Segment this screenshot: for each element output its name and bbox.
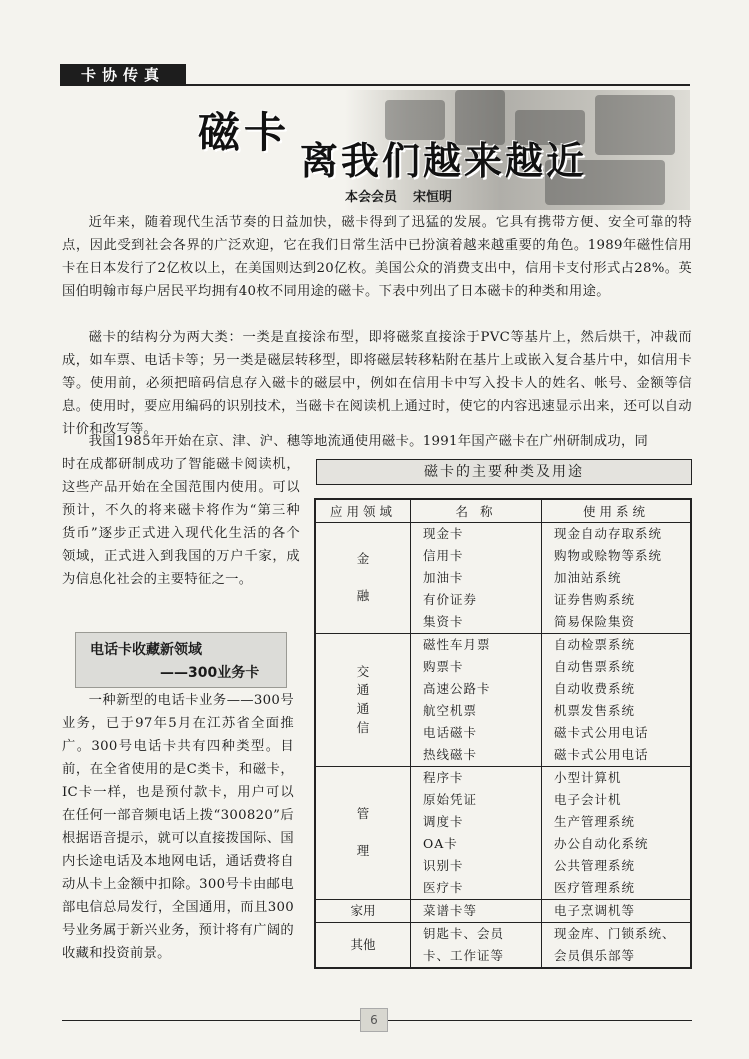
- card-system: 现金库、门锁系统、: [554, 926, 676, 941]
- card-name: 有价证券: [423, 592, 478, 607]
- card-system: 加油站系统: [554, 570, 622, 585]
- sidebar-subtitle: ——300业务卡: [160, 665, 260, 681]
- article-paragraph: 磁卡的结构分为两大类：一类是直接涂布型，即将磁浆直接涂于PVC等基片上，然后烘干，冲裁而成，如车票、电话卡等；另一类是磁层转移型，即将磁层转移粘附在基片上或嵌入复合基片中，如信用卡等。使用前，必须把暗码信息存入磁卡的磁层中，例如在信用卡中写入投卡人的姓名、帐号、金额等信息。使用时，要应用编码的识别技术，当磁卡在阅读机上通过时，使它的内容迅速显示出来，还可以自动计价和改写等。: [62, 330, 692, 437]
- card-name: OA卡: [423, 836, 458, 851]
- table-system-cell: [542, 767, 692, 900]
- byline-author: 宋恒明: [413, 190, 453, 205]
- card-name: 高速公路卡: [423, 681, 491, 696]
- table-system-cell: [542, 634, 692, 767]
- article-paragraph: 我国1985年开始在京、津、沪、穗等地流通使用磁卡。1991年国产磁卡在广州研制成功，同: [88, 434, 649, 449]
- card-system: 自动收费系统: [554, 681, 636, 696]
- table-row: [315, 923, 691, 969]
- card-name: 信用卡: [423, 548, 464, 563]
- table-header-row: [315, 499, 691, 523]
- section-label: 卡协传真: [60, 64, 186, 86]
- card-name: 集资卡: [423, 614, 464, 629]
- page-number: 6: [360, 1008, 388, 1032]
- card-name: 程序卡: [423, 770, 464, 785]
- card-system: 购物或赊物等系统: [554, 548, 663, 563]
- table-header-cell: 应用领域: [315, 499, 411, 523]
- card-name: 卡、工作证等: [423, 948, 505, 963]
- card-name: 航空机票: [423, 703, 478, 718]
- table-domain-cell: 交 通 通 信: [315, 634, 411, 767]
- byline-role: 本会会员: [345, 190, 398, 205]
- table-name-cell: [411, 923, 542, 969]
- table-system-cell: [542, 923, 692, 969]
- table-name-cell: [411, 523, 542, 634]
- table-name-cell: [411, 767, 542, 900]
- card-name: 现金卡: [423, 526, 464, 541]
- table-row: [315, 900, 691, 923]
- card-system: 磁卡式公用电话: [554, 747, 649, 762]
- table-name-cell: [411, 634, 542, 767]
- card-name: 磁性车月票: [423, 637, 491, 652]
- card-system: 办公自动化系统: [554, 836, 649, 851]
- card-system: 证券售购系统: [554, 592, 636, 607]
- card-name: 热线磁卡: [423, 747, 478, 762]
- card-system: 公共管理系统: [554, 858, 636, 873]
- card-name: 原始凭证: [423, 792, 478, 807]
- card-system: 会员俱乐部等: [554, 948, 636, 963]
- card-system: 自动售票系统: [554, 659, 636, 674]
- card-system: 电子会计机: [554, 792, 622, 807]
- table-row: [315, 634, 691, 767]
- table-header-cell: 名 称: [411, 499, 542, 523]
- table-domain-cell: 金 融: [315, 523, 411, 634]
- card-name: 医疗卡: [423, 880, 464, 895]
- card-name: 电话磁卡: [423, 725, 478, 740]
- table-system-cell: [542, 900, 692, 923]
- card-system: 小型计算机: [554, 770, 622, 785]
- card-system: 机票发售系统: [554, 703, 636, 718]
- card-name: 菜谱卡等: [423, 903, 478, 918]
- article-paragraph: 近年来，随着现代生活节奏的日益加快，磁卡得到了迅猛的发展。它具有携带方便、安全可靠的特点，因此受到社会各界的广泛欢迎，它在我们日常生活中已扮演着越来越重要的角色。1989年磁性信用卡在日本发行了2亿枚以上，在美国则达到20亿枚。美国公众的消费支出中，信用卡支付形式占28%。英国伯明翰市每户居民平均拥有40枚不同用途的磁卡。下表中列出了日本磁卡的种类和用途。: [62, 215, 692, 299]
- article-title-part2: 离我们越来越近: [300, 139, 588, 183]
- sidebar-body: 一种新型的电话卡业务——300号业务，已于97年5月在江苏省全面推广。300号电话卡共有四种类型。目前，在全省使用的是C类卡，和磁卡，IC卡一样，也是预付款卡，用户可以在任何一部音频电话上拨“300820”后根据语音提示，就可以直接拨国际、国内长途电话及本地网电话，通话费将自动从卡上金额中扣除。300号卡由邮电部电信总局发行，全国通用，而且300号业务属于新兴业务，预计将有广阔的收藏和投资前景。: [62, 693, 294, 961]
- card-types-table: [314, 498, 692, 969]
- card-system: 现金自动存取系统: [554, 526, 663, 541]
- article-paragraph: 时在成都研制成功了智能磁卡阅读机，这些产品开始在全国范围内使用。可以预计，不久的将来磁卡将作为“第三种货币”逐步正式进入现代化生活的各个领域，正式进入到我国的万户千家，成为信息化社会的主要特征之一。: [62, 457, 300, 587]
- card-name: 购票卡: [423, 659, 464, 674]
- card-system: 生产管理系统: [554, 814, 636, 829]
- card-system: 磁卡式公用电话: [554, 725, 649, 740]
- table-system-cell: [542, 523, 692, 634]
- card-name: 钥匙卡、会员: [423, 926, 505, 941]
- card-system: 电子烹调机等: [554, 903, 636, 918]
- card-system: 自动检票系统: [554, 637, 636, 652]
- table-domain-cell: 其他: [315, 923, 411, 969]
- article-title-part1: 磁卡: [198, 108, 291, 157]
- byline: [345, 186, 468, 205]
- card-system: 医疗管理系统: [554, 880, 636, 895]
- table-row: [315, 523, 691, 634]
- table-name-cell: [411, 900, 542, 923]
- card-name: 调度卡: [423, 814, 464, 829]
- table-header-cell: 使用系统: [542, 499, 692, 523]
- table-domain-cell: 管 理: [315, 767, 411, 900]
- card-name: 加油卡: [423, 570, 464, 585]
- table-domain-cell: 家用: [315, 900, 411, 923]
- table-row: [315, 767, 691, 900]
- table-title: 磁卡的主要种类及用途: [316, 459, 692, 485]
- card-system: 简易保险集资: [554, 614, 636, 629]
- sidebar-title: 电话卡收藏新领域: [90, 642, 202, 658]
- card-name: 识别卡: [423, 858, 464, 873]
